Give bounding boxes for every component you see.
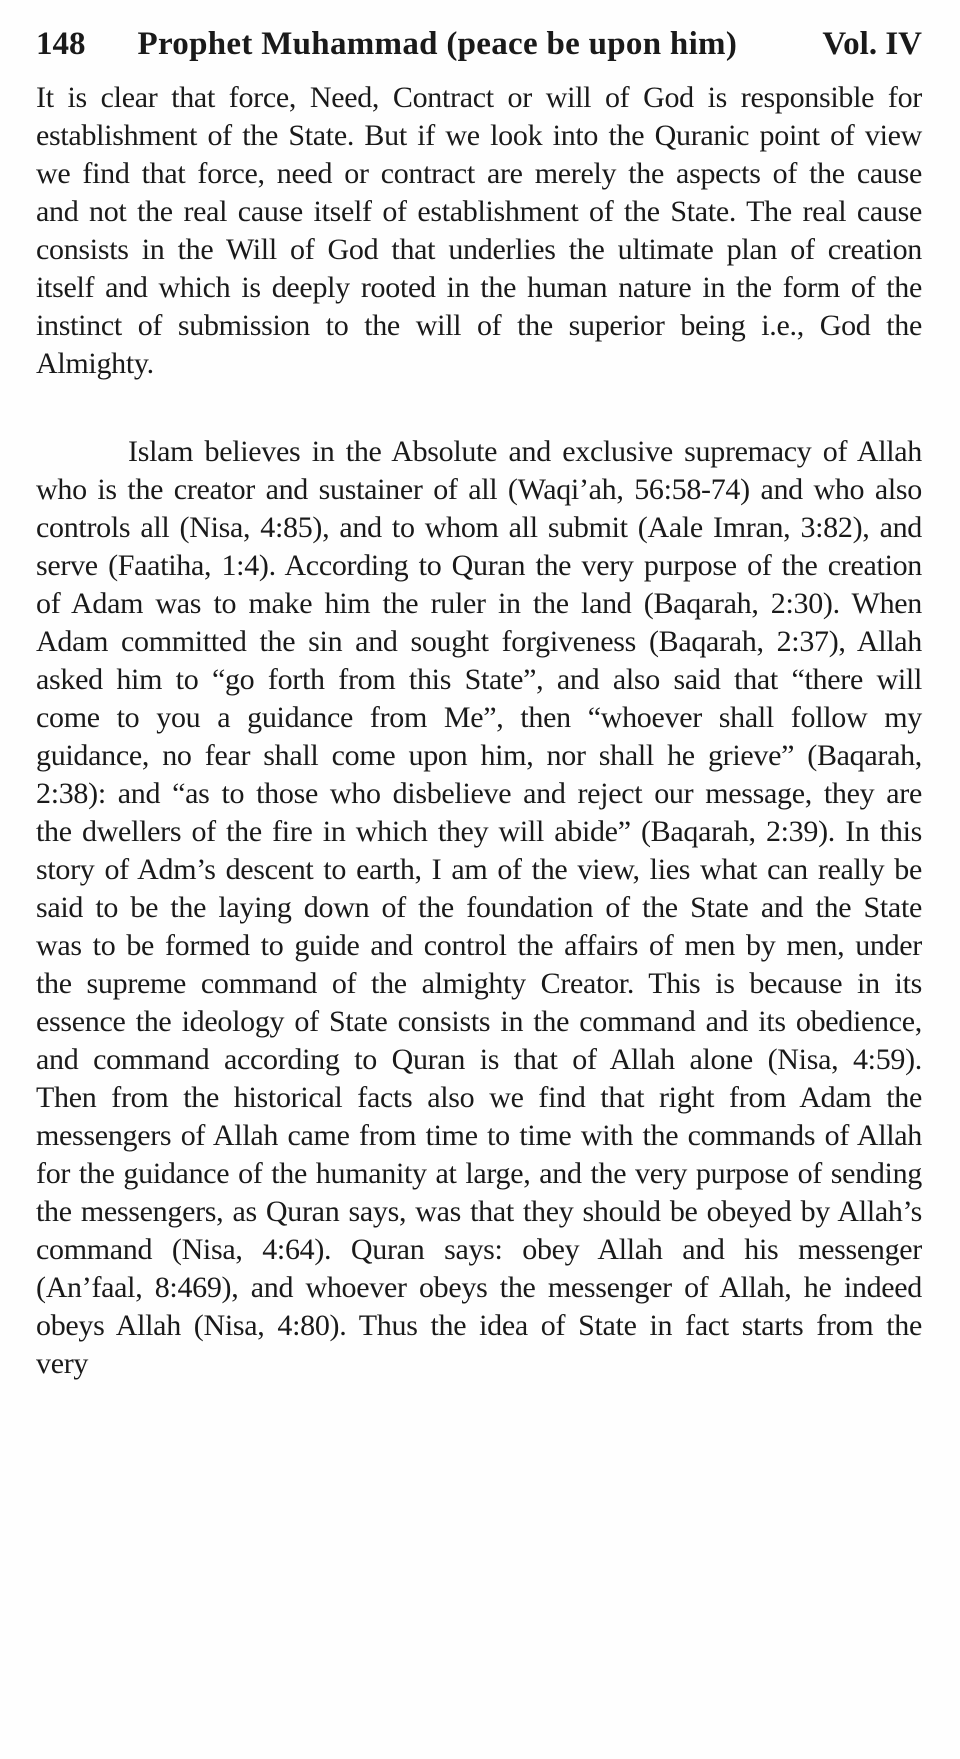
- body-content: [0, 79, 960, 1383]
- body-paragraph: Islam believes in the Absolute and exclusive supremacy of Allah who is the creator and sustainer of all (Waqi’ah, 56:58-74) and who also controls all (Nisa, 4:85), and to whom all submit (Aale Imran, 3:82), and serve (Faatiha, 1:4). According to Quran the very purpose of the creation of Adam was to make him the ruler in the land (Baqarah, 2:30). When Adam committed the sin and sought forgiveness (Baqarah, 2:37), Allah asked him to “go forth from this State”, and also said that “there will come to you a guidance from Me”, then “whoever shall follow my guidance, no fear shall come upon him, nor shall he grieve” (Baqarah, 2:38): and “as to those who disbelieve and reject our message, they are the dwellers of the fire in which they will abide” (Baqarah, 2:39). In this story of Adm’s descent to earth, I am of the view, lies what can really be said to be the laying down of the foundation of the State and the State was to be formed to guide and control the affairs of men by men, under the supreme command of the almighty Creator. This is because in its essence the ideology of State consists in the command and its obedience, and command according to Quran is that of Allah alone (Nisa, 4:59). Then from the historical facts also we find that right from Adam the messengers of Allah came from time to time with the commands of Allah for the guidance of the humanity at large, and the very purpose of sending the messengers, as Quran says, was that they should be obeyed by Allah’s command (Nisa, 4:64). Quran says: obey Allah and his messenger (An’faal, 8:469), and whoever obeys the messenger of Allah, he indeed obeys Allah (Nisa, 4:80). Thus the idea of State in fact starts from the very: [36, 435, 922, 1380]
- body-paragraph: It is clear that force, Need, Contract or will of God is responsible for establishment of the State. But if we look into the Quranic point of view we find that force, need or contract are merely the aspects of the cause and not the real cause itself of establishment of the State. The real cause consists in the Will of God that underlies the ultimate plan of creation itself and which is deeply rooted in the human nature in the form of the instinct of submission to the will of the superior being i.e., God the Almighty.: [36, 81, 922, 380]
- page-header: [0, 0, 960, 63]
- page-number: 148: [36, 26, 86, 62]
- volume-label: Vol. IV: [822, 26, 922, 62]
- running-head-title: Prophet Muhammad (peace be upon him): [137, 26, 738, 62]
